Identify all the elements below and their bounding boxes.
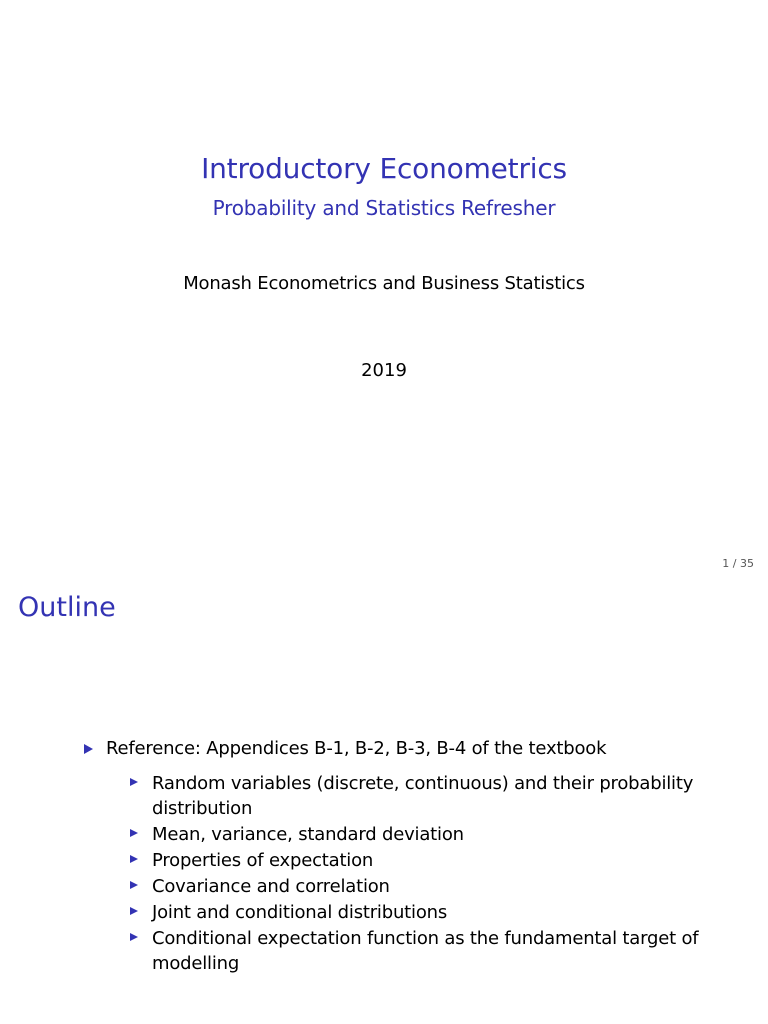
page-number: 1 / 35: [722, 557, 754, 570]
sub-bullet-list: [130, 771, 724, 976]
reference-bullet: [84, 738, 724, 976]
sub-bullet-item: [130, 926, 724, 976]
sub-bullet-text: Joint and conditional distributions: [152, 902, 448, 923]
triangle-bullet-icon: [130, 881, 138, 889]
sub-bullet-text: Conditional expectation function as the fundamental target of modelling: [152, 928, 699, 974]
sub-bullet-text: Properties of expectation: [152, 850, 374, 871]
sub-bullet-item: [130, 848, 724, 873]
reference-bullet-text: Reference: Appendices B-1, B-2, B-3, B-4 of the textbook: [106, 738, 607, 759]
presentation-date: 2019: [361, 360, 407, 381]
sub-bullet-item: [130, 771, 724, 821]
presentation-author: Monash Econometrics and Business Statistics: [183, 273, 585, 294]
triangle-bullet-icon: [130, 778, 138, 786]
sub-bullet-item: [130, 900, 724, 925]
outline-heading: Outline: [18, 592, 116, 623]
outline-slide: [0, 578, 768, 1024]
triangle-bullet-icon: [130, 907, 138, 915]
triangle-bullet-icon: [130, 829, 138, 837]
sub-bullet-item: [130, 822, 724, 847]
triangle-bullet-icon: [130, 855, 138, 863]
sub-bullet-text: Covariance and correlation: [152, 876, 390, 897]
sub-bullet-text: Mean, variance, standard deviation: [152, 824, 464, 845]
presentation-title: Introductory Econometrics: [201, 152, 567, 185]
sub-bullet-item: [130, 874, 724, 899]
triangle-bullet-icon: [84, 744, 93, 754]
presentation-subtitle: Probability and Statistics Refresher: [212, 196, 556, 220]
bullet-list: [84, 738, 724, 977]
triangle-bullet-icon: [130, 933, 138, 941]
sub-bullet-text: Random variables (discrete, continuous) and their probability distribution: [152, 773, 694, 819]
